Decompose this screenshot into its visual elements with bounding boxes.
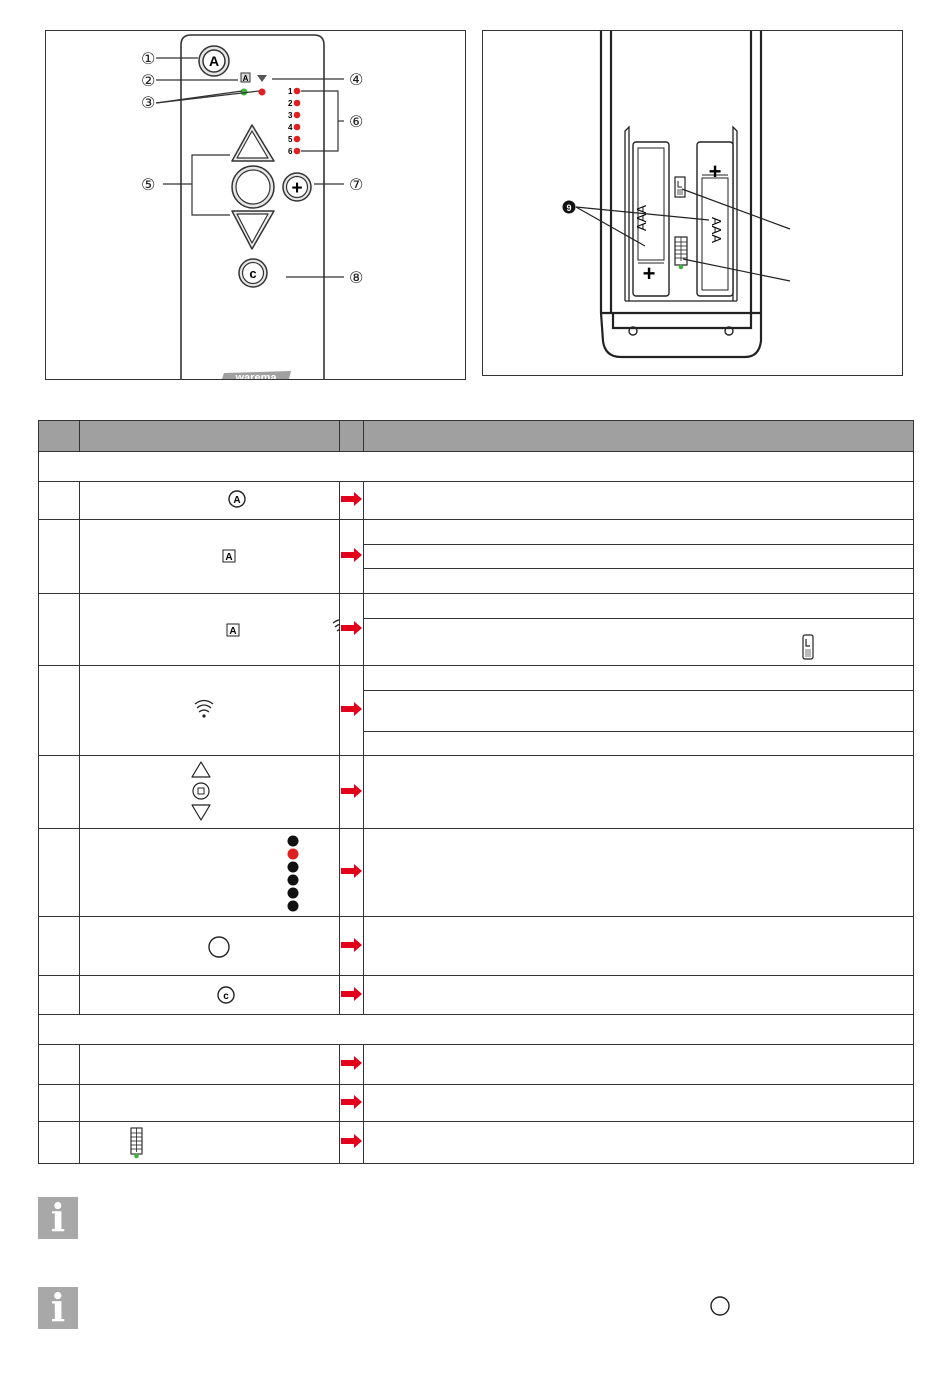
svg-text:AAA: AAA (709, 216, 724, 244)
channel-number: 1 (288, 87, 293, 96)
callout-6: ⑥ (349, 112, 364, 131)
status-led-red (259, 89, 266, 96)
channel-led (294, 124, 301, 131)
section-row (39, 452, 914, 482)
table-row (39, 666, 914, 756)
battery-compartment-drawing (483, 31, 902, 375)
svg-text:+: + (642, 261, 656, 286)
stop-icon (193, 783, 209, 799)
up-stop-down-icons (80, 756, 340, 825)
table-row (39, 1122, 914, 1164)
table-row (39, 976, 914, 1015)
header-cell (340, 421, 364, 452)
header-cell (80, 421, 340, 452)
red-arrow-icon (340, 864, 364, 878)
table-row (39, 482, 914, 520)
battery-compartment-figure (482, 30, 903, 376)
table-row (39, 1085, 914, 1122)
plus-button[interactable] (283, 173, 311, 201)
remote-front-drawing (46, 31, 465, 379)
header-cell (39, 421, 80, 452)
red-arrow-icon (340, 702, 364, 716)
red-arrow-icon (340, 987, 364, 1001)
down-arrow-icon (192, 805, 210, 820)
table-row (39, 756, 914, 829)
svg-text:c: c (249, 266, 257, 281)
red-arrow-icon (340, 548, 364, 562)
svg-text:+: + (708, 159, 722, 184)
table-row (39, 520, 914, 594)
svg-text:A: A (225, 552, 233, 563)
section-row (39, 1015, 914, 1045)
table-row (39, 1045, 914, 1085)
table-header (39, 421, 914, 452)
svg-text:9: 9 (566, 203, 572, 213)
legend-table (38, 420, 914, 1164)
callout-8: ⑧ (349, 268, 364, 287)
red-arrow-icon (340, 621, 364, 635)
callout-3: ③ (141, 93, 156, 112)
learn-switch (675, 177, 685, 197)
info-icon: i (38, 1287, 78, 1329)
auto-and-radio-icons (80, 594, 340, 662)
svg-text:warema: warema (235, 372, 277, 379)
up-arrow-icon (192, 762, 210, 777)
battery-left (633, 142, 669, 296)
callout-1: ① (141, 49, 156, 68)
callout-5: ⑤ (141, 175, 156, 194)
info-icon: i (38, 1197, 78, 1239)
svg-text:+: + (291, 178, 303, 199)
stop-circle-icon (708, 1294, 732, 1318)
callout-9 (563, 201, 576, 214)
radio-icon (80, 666, 340, 752)
header-cell (364, 421, 914, 452)
channel-led (294, 148, 301, 155)
red-arrow-icon (340, 492, 364, 506)
dip-switch-icon (80, 1122, 340, 1160)
channel-led (294, 100, 301, 107)
channel-led (294, 88, 301, 95)
red-arrow-icon (340, 1056, 364, 1070)
dip-switch (675, 237, 687, 269)
svg-text:c: c (223, 991, 229, 1002)
channel-led (294, 112, 301, 119)
channel-number: 4 (288, 123, 293, 132)
button-c-icon (80, 976, 340, 1011)
button-a[interactable] (199, 46, 229, 76)
channel-number: 5 (288, 135, 293, 144)
table-row (39, 917, 914, 976)
channel-number: 2 (288, 99, 293, 108)
button-a-icon (80, 482, 340, 516)
svg-text:A: A (229, 626, 237, 637)
svg-text:AAA: AAA (634, 204, 649, 232)
learn-switch-icon (800, 634, 816, 660)
red-arrow-icon (340, 938, 364, 952)
red-arrow-icon (340, 1095, 364, 1109)
channel-led (294, 136, 301, 143)
channel-number: 6 (288, 147, 293, 156)
remote-front-figure (45, 30, 466, 380)
table-row (39, 829, 914, 917)
table-row (39, 594, 914, 666)
button-c[interactable] (239, 259, 267, 287)
svg-text:A: A (242, 74, 249, 83)
stop-circle-icon (80, 917, 340, 972)
channel-number: 3 (288, 111, 293, 120)
auto-indicator (241, 73, 250, 83)
auto-indicator-icon (80, 520, 340, 590)
channel-led-column-icon (80, 829, 340, 913)
callout-4: ④ (349, 70, 364, 89)
svg-text:A: A (233, 495, 241, 506)
callout-2: ② (141, 71, 156, 90)
red-arrow-icon (340, 784, 364, 798)
svg-text:A: A (208, 53, 220, 69)
red-arrow-icon (340, 1134, 364, 1148)
stop-button[interactable] (232, 166, 274, 208)
callout-7: ⑦ (349, 175, 364, 194)
